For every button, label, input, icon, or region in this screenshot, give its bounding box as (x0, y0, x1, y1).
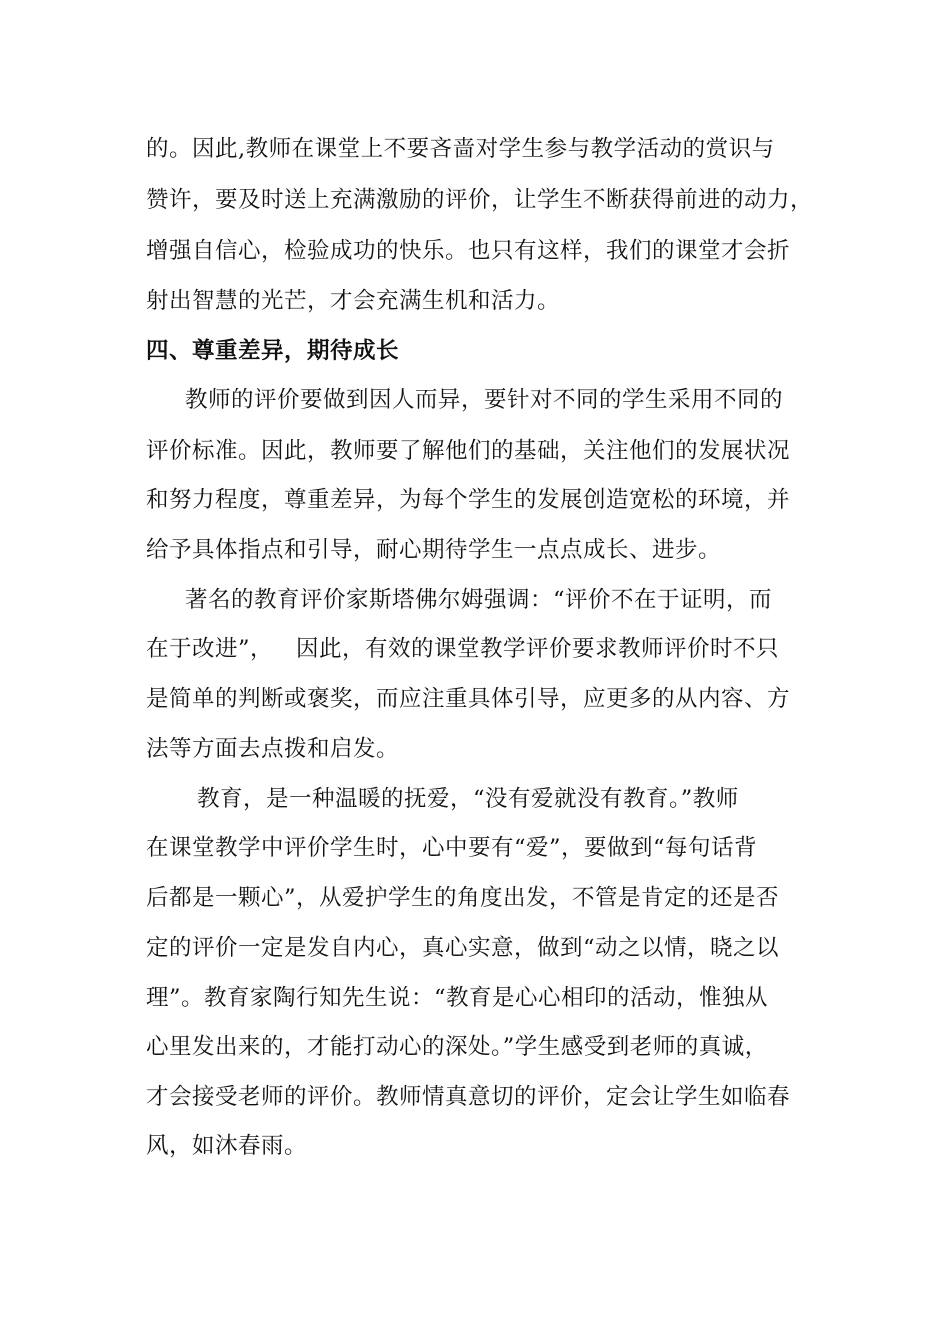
text-line: 教育，是一种温暖的抚爱，“没有爱就没有教育。”教师 (197, 786, 739, 812)
text-line: 的。因此,教师在课堂上不要吝啬对学生参与教学活动的赏识与 (146, 136, 775, 162)
text-line: 才会接受老师的评价。教师情真意切的评价，定会让学生如临春 (146, 1084, 791, 1110)
text-line: 和努力程度，尊重差异，为每个学生的发展创造宽松的环境，并 (146, 487, 791, 513)
text-line: 理”。教育家陶行知先生说：“教育是心心相印的活动，惟独从 (146, 985, 769, 1011)
text-line: 后都是一颗心”，从爱护学生的角度出发，不管是肯定的还是否 (146, 885, 780, 911)
text-line: 定的评价一定是发自内心，真心实意，做到“动之以情，晓之以 (146, 935, 780, 961)
text-line: 赞许，要及时送上充满激励的评价，让学生不断获得前进的动力， (146, 187, 814, 213)
text-line: 心里发出来的，才能打动心的深处。”学生感受到老师的真诚， (146, 1034, 768, 1060)
text-line: 风，如沐春雨。 (146, 1133, 308, 1159)
text-line: 在于改进”， 因此，有效的课堂教学评价要求教师评价时不只 (146, 636, 779, 662)
text-line: 教师的评价要做到因人而异，要针对不同的学生采用不同的 (185, 387, 784, 413)
text-line: 增强自信心，检验成功的快乐。也只有这样，我们的课堂才会折 (146, 238, 791, 264)
text-line: 是简单的判断或褒奖，而应注重具体引导，应更多的从内容、方 (146, 686, 791, 712)
text-line: 评价标准。因此，教师要了解他们的基础，关注他们的发展状况 (146, 438, 791, 464)
text-line: 给予具体指点和引导，耐心期待学生一点点成长、进步。 (146, 537, 722, 563)
text-line: 法等方面去点拨和启发。 (146, 736, 400, 762)
text-line: 著名的教育评价家斯塔佛尔姆强调：“评价不在于证明，而 (185, 587, 773, 613)
text-line: 射出智慧的光芒，才会充满生机和活力。 (146, 288, 561, 314)
section-heading: 四、尊重差异，期待成长 (146, 338, 400, 364)
text-line: 在课堂教学中评价学生时，心中要有“爱”，要做到“每句话背 (146, 835, 758, 861)
